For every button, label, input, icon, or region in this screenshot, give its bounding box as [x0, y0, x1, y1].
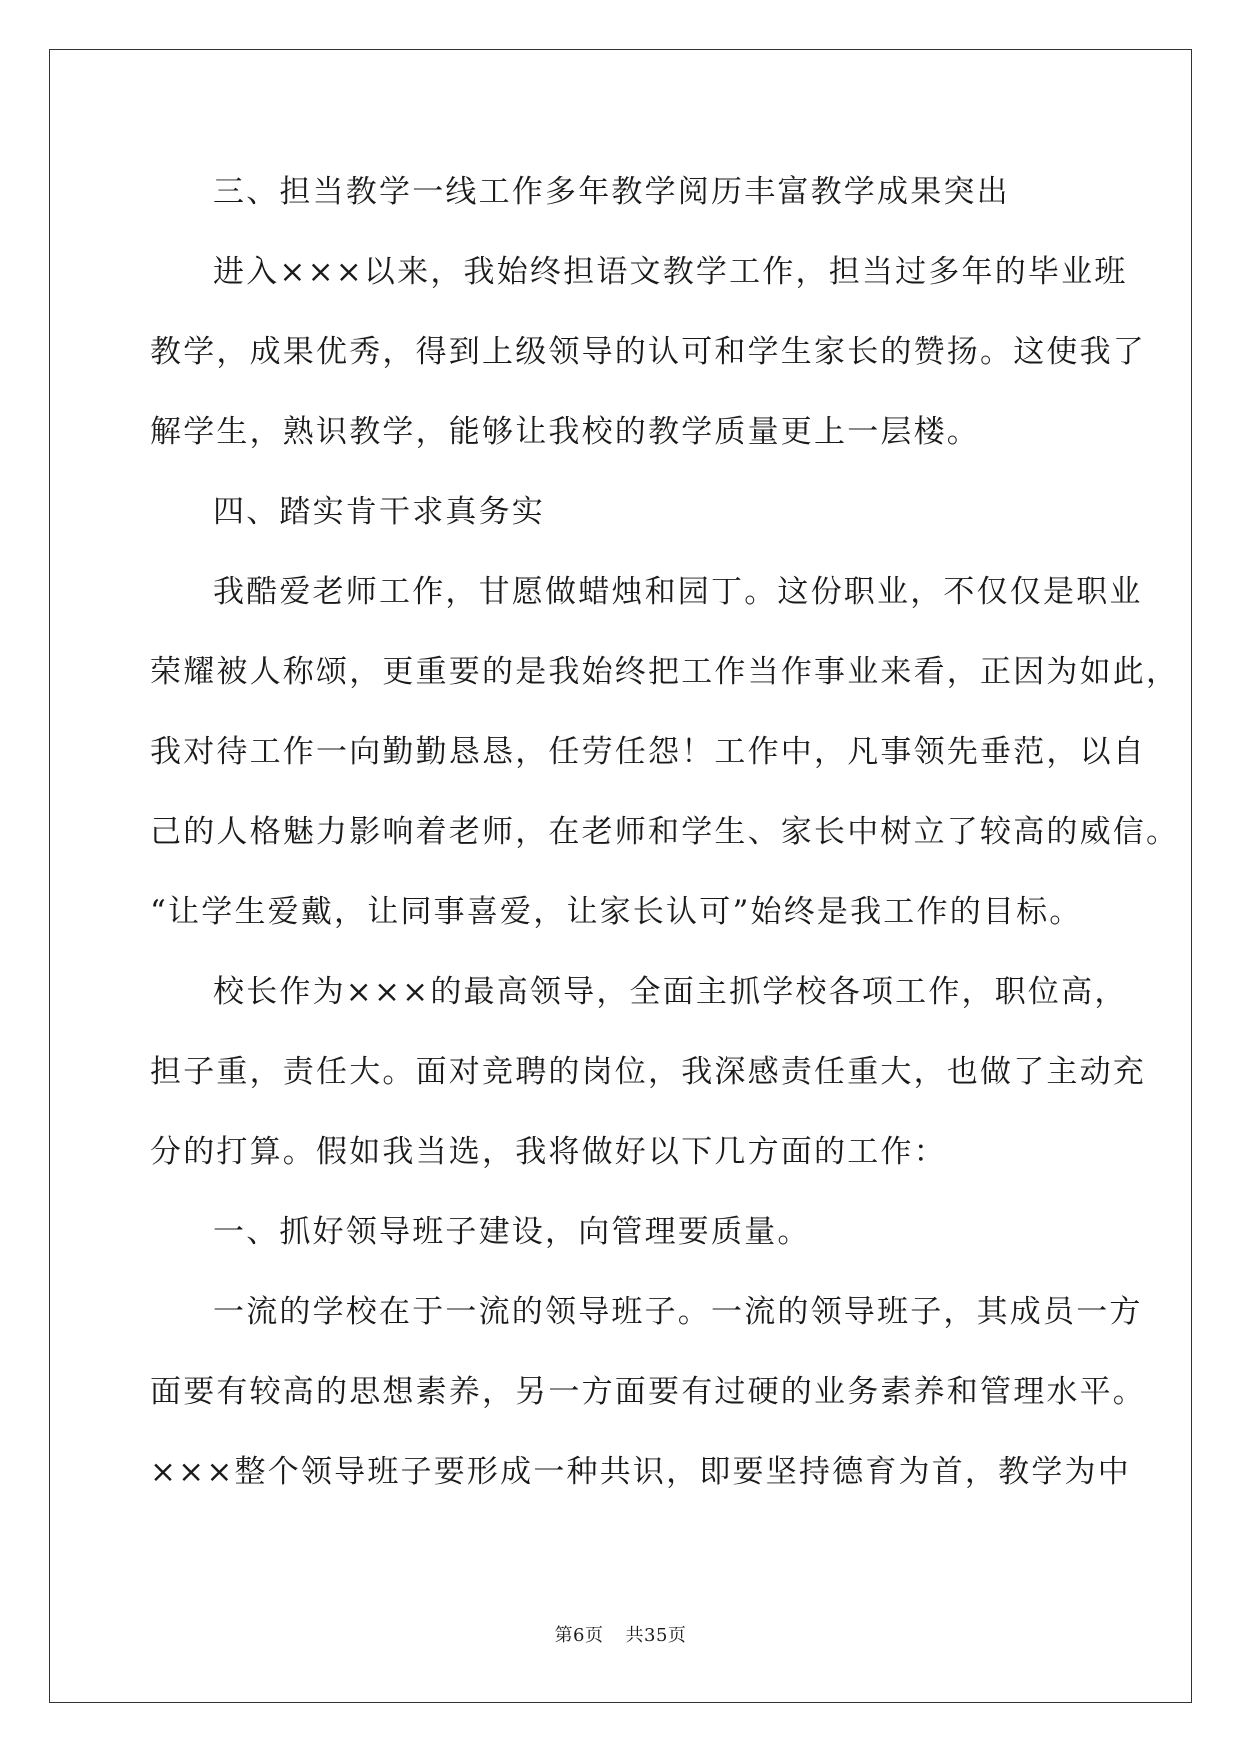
paragraph-line: 担子重，责任大。面对竞聘的岗位，我深感责任重大，也做了主动充: [150, 1054, 1146, 1090]
paragraph-line: 我对待工作一向勤勤恳恳，任劳任怨！工作中，凡事领先垂范，以自: [150, 734, 1146, 770]
paragraph-line: 分的打算。假如我当选，我将做好以下几方面的工作：: [150, 1134, 947, 1170]
page-footer: [0, 1624, 1241, 1648]
paragraph-line: 己的人格魅力影响着老师，在老师和学生、家长中树立了较高的威信。: [150, 814, 1180, 850]
paragraph-line: 一流的学校在于一流的领导班子。一流的领导班子，其成员一方: [213, 1294, 1143, 1330]
paragraph-line: 进入×××以来，我始终担语文教学工作，担当过多年的毕业班: [213, 254, 1128, 290]
page-total: 共35页: [625, 1625, 687, 1646]
paragraph-line: “让学生爱戴，让同事喜爱，让家长认可”始终是我工作的目标。: [150, 894, 1083, 930]
paragraph-line: 我酷爱老师工作，甘愿做蜡烛和园丁。这份职业，不仅仅是职业: [213, 574, 1143, 610]
section-heading-3: 三、担当教学一线工作多年教学阅历丰富教学成果突出: [213, 174, 1010, 210]
page-number: 第6页: [554, 1625, 604, 1646]
paragraph-line: 校长作为×××的最高领导，全面主抓学校各项工作，职位高，: [213, 974, 1128, 1010]
paragraph-line: 面要有较高的思想素养，另一方面要有过硬的业务素养和管理水平。: [150, 1374, 1146, 1410]
paragraph-line: 解学生，熟识教学，能够让我校的教学质量更上一层楼。: [150, 414, 980, 450]
paragraph-line: ×××整个领导班子要形成一种共识，即要坚持德育为首，教学为中: [150, 1454, 1131, 1490]
section-heading-4: 四、踏实肯干求真务实: [213, 494, 545, 530]
paragraph-line: 教学，成果优秀，得到上级领导的认可和学生家长的赞扬。这使我了: [150, 334, 1146, 370]
section-heading-1: 一、抓好领导班子建设，向管理要质量。: [213, 1214, 811, 1250]
paragraph-line: 荣耀被人称颂，更重要的是我始终把工作当作事业来看，正因为如此，: [150, 654, 1180, 690]
